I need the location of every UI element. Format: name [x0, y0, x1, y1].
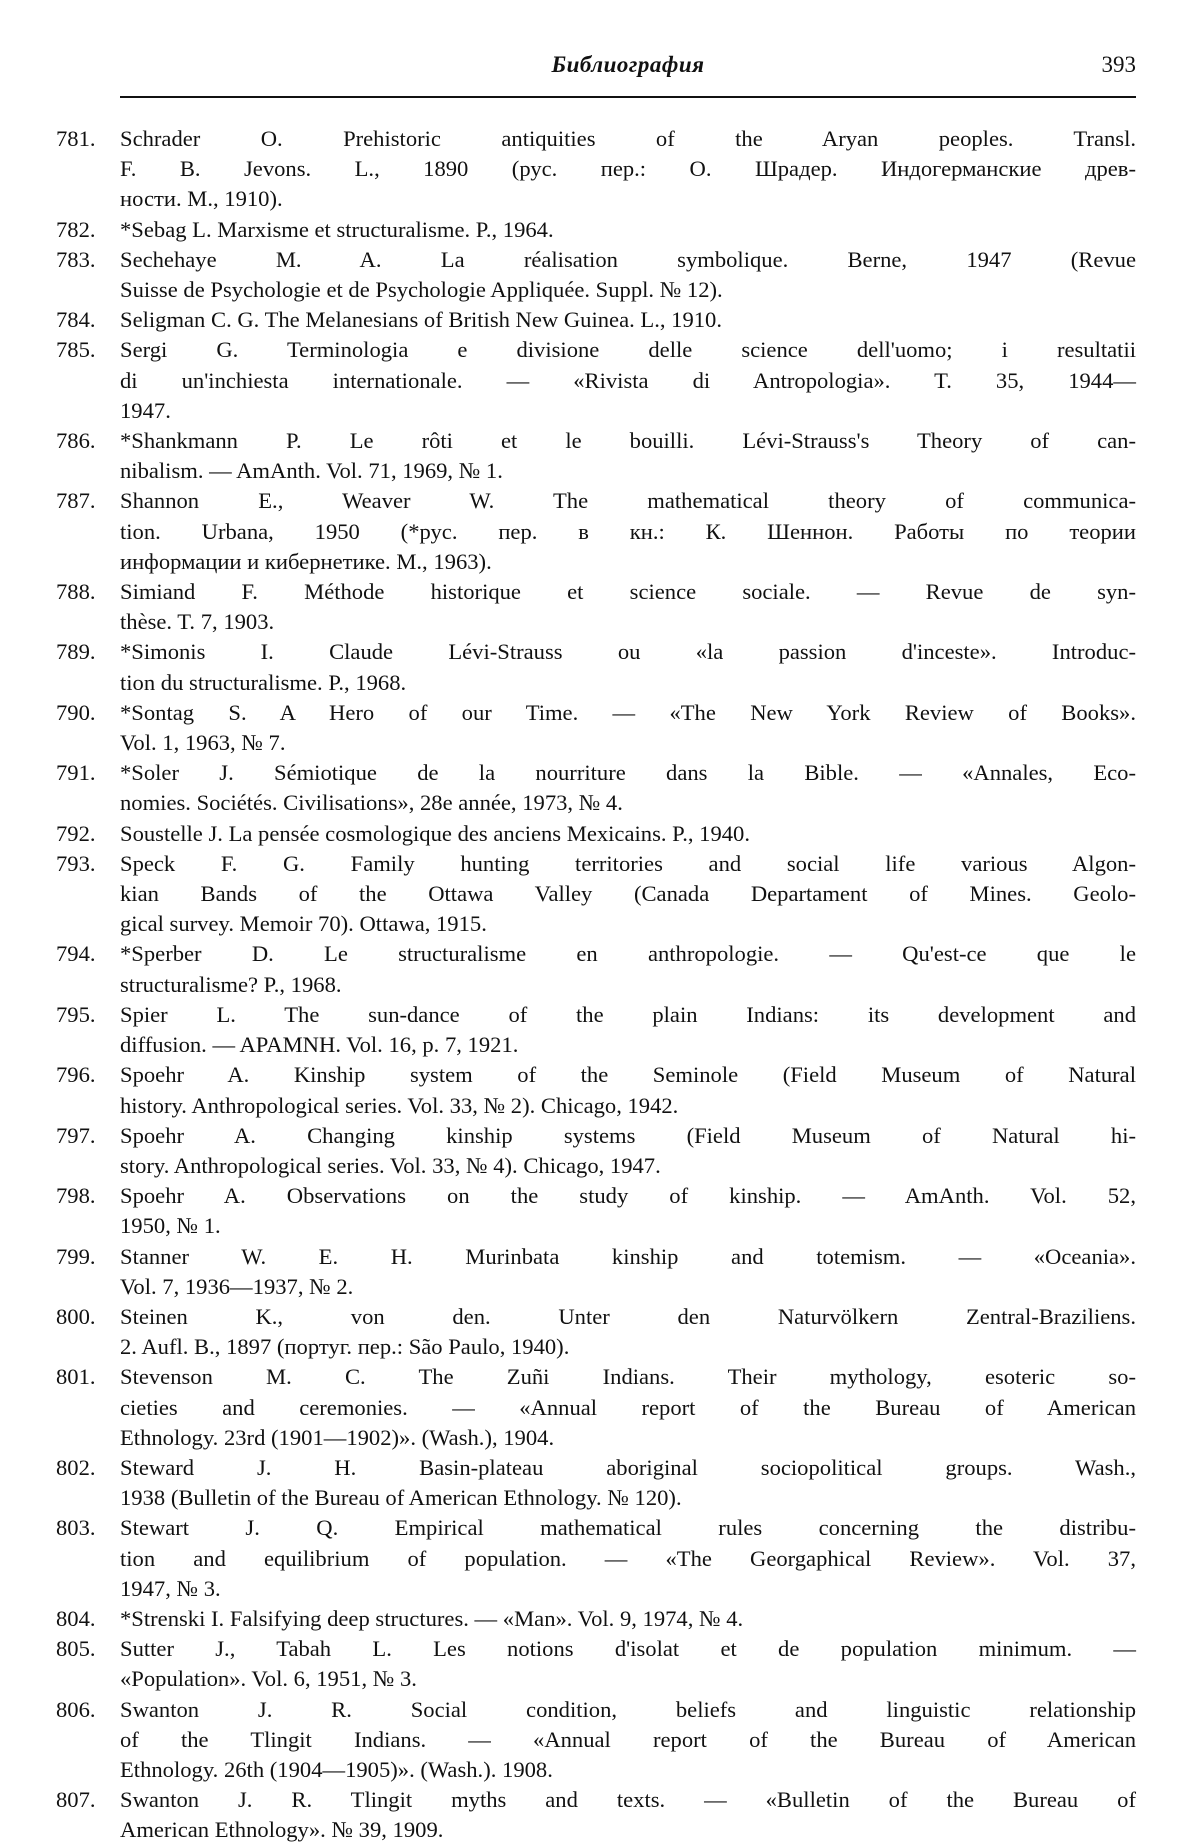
entry-number: 807. — [56, 1787, 96, 1813]
entry-line: nibalism. — AmAnth. Vol. 71, 1969, № 1. — [120, 458, 503, 484]
entry-text — [120, 1121, 1136, 1181]
entry-number: 802. — [56, 1454, 96, 1480]
entry-number: 794. — [56, 941, 96, 967]
entry-line: of the Tlingit Indians. — «Annual report of the Bureau of American — [120, 1726, 1136, 1752]
entry-line: Swanton J. R. Social condition, beliefs and linguistic relationship — [120, 1696, 1136, 1722]
bibliography-entry — [56, 335, 1136, 426]
entry-line: информации и кибернетике. М., 1963). — [120, 548, 492, 574]
entry-line: *Soler J. Sémiotique de la nourriture dans la Bible. — «Annales, Eco- — [120, 760, 1136, 786]
entry-text — [120, 305, 1136, 335]
entry-line: American Ethnology». № 39, 1909. — [120, 1817, 444, 1843]
entry-line: Schrader O. Prehistoric antiquities of the Aryan peoples. Transl. — [120, 126, 1136, 151]
bibliography-entry — [56, 486, 1136, 577]
bibliography-entry — [56, 1362, 1136, 1453]
entry-line: gical survey. Memoir 70). Ottawa, 1915. — [120, 911, 487, 937]
entry-line: Steinen K., von den. Unter den Naturvölkern Zentral-Braziliens. — [120, 1303, 1136, 1329]
bibliography-entry — [56, 1181, 1136, 1241]
bibliography-entry — [56, 698, 1136, 758]
entry-number: 798. — [56, 1183, 96, 1209]
entry-text — [120, 1604, 1136, 1634]
entry-line: Stanner W. E. H. Murinbata kinship and totemism. — «Oceania». — [120, 1243, 1136, 1269]
entry-line: Speck F. G. Family hunting territories and social life various Algon- — [120, 850, 1136, 876]
bibliography-entry — [56, 1453, 1136, 1513]
running-head — [120, 52, 1136, 92]
entry-line: Vol. 1, 1963, № 7. — [120, 730, 286, 756]
entry-line: story. Anthropological series. Vol. 33, № 4). Chicago, 1947. — [120, 1152, 661, 1178]
bibliography-entry — [56, 939, 1136, 999]
entry-line: 2. Aufl. B., 1897 (португ. пер.: São Paulo, 1940). — [120, 1334, 570, 1360]
bibliography-entry — [56, 819, 1136, 849]
bibliography-entry — [56, 1302, 1136, 1362]
entry-line: 1938 (Bulletin of the Bureau of American Ethnology. № 120). — [120, 1485, 682, 1511]
bibliography-entry — [56, 305, 1136, 335]
entry-line: Sergi G. Terminologia e divisione delle science dell'uomo; i resultatii — [120, 337, 1136, 363]
entry-number: 786. — [56, 428, 96, 454]
bibliography-entry — [56, 1695, 1136, 1786]
entry-line: structuralisme? P., 1968. — [120, 971, 342, 997]
entry-line: Soustelle J. La pensée cosmologique des anciens Mexicains. P., 1940. — [120, 820, 750, 846]
entry-line: di un'inchiesta internationale. — «Rivista di Antropologia». T. 35, 1944— — [120, 367, 1136, 393]
entry-text — [120, 426, 1136, 486]
entry-text — [120, 1362, 1136, 1453]
entry-text — [120, 1695, 1136, 1786]
entry-line: Ethnology. 26th (1904—1905)». (Wash.). 1908. — [120, 1756, 553, 1782]
entry-number: 800. — [56, 1303, 96, 1329]
entry-line: Stewart J. Q. Empirical mathematical rules concerning the distribu- — [120, 1515, 1136, 1541]
bibliography-entry — [56, 124, 1136, 215]
entry-number: 781. — [56, 126, 96, 151]
bibliography-list — [56, 124, 1136, 1846]
bibliography-entry — [56, 1000, 1136, 1060]
entry-number: 792. — [56, 820, 96, 846]
entry-number: 789. — [56, 639, 96, 665]
bibliography-entry — [56, 637, 1136, 697]
entry-line: nomies. Sociétés. Civilisations», 28e année, 1973, № 4. — [120, 790, 623, 816]
entry-line: Simiand F. Méthode historique et science sociale. — Revue de syn- — [120, 579, 1136, 605]
entry-number: 793. — [56, 850, 96, 876]
entry-line: diffusion. — APAMNH. Vol. 16, p. 7, 1921. — [120, 1032, 519, 1058]
entry-line: Sutter J., Tabah L. Les notions d'isolat et de population minimum. — — [120, 1636, 1136, 1662]
entry-text — [120, 1000, 1136, 1060]
entry-line: F. B. Jevons. L., 1890 (рус. пер.: О. Шрадер. Индогерманские древ- — [120, 156, 1136, 182]
entry-line: *Simonis I. Claude Lévi-Strauss ou «la passion d'inceste». Introduc- — [120, 639, 1136, 665]
entry-text — [120, 1302, 1136, 1362]
entry-text — [120, 335, 1136, 426]
entry-number: 787. — [56, 488, 96, 514]
entry-line: Spier L. The sun-dance of the plain Indians: its development and — [120, 1001, 1136, 1027]
entry-number: 796. — [56, 1062, 96, 1088]
entry-text — [120, 1785, 1136, 1845]
entry-line: Suisse de Psychologie et de Psychologie Appliquée. Suppl. № 12). — [120, 277, 723, 303]
entry-line: tion du structuralisme. P., 1968. — [120, 669, 407, 695]
entry-line: *Strenski I. Falsifying deep structures. — «Man». Vol. 9, 1974, № 4. — [120, 1605, 744, 1631]
entry-line: ности. М., 1910). — [120, 186, 283, 212]
bibliography-entry — [56, 1060, 1136, 1120]
entry-text — [120, 849, 1136, 940]
entry-line: Vol. 7, 1936—1937, № 2. — [120, 1273, 354, 1299]
entry-line: *Sperber D. Le structuralisme en anthropologie. — Qu'est-ce que le — [120, 941, 1136, 967]
entry-line: tion. Urbana, 1950 (*рус. пер. в кн.: К. Шеннон. Работы по теории — [120, 518, 1136, 544]
bibliography-entry — [56, 426, 1136, 486]
entry-number: 804. — [56, 1605, 96, 1631]
bibliography-entry — [56, 1242, 1136, 1302]
entry-text — [120, 637, 1136, 697]
entry-line: Spoehr A. Observations on the study of kinship. — AmAnth. Vol. 52, — [120, 1183, 1136, 1209]
entry-text — [120, 124, 1136, 215]
entry-text — [120, 1060, 1136, 1120]
entry-number: 801. — [56, 1364, 96, 1390]
entry-text — [120, 819, 1136, 849]
entry-text — [120, 1453, 1136, 1513]
entry-line: Shannon E., Weaver W. The mathematical theory of communica- — [120, 488, 1136, 514]
entry-number: 797. — [56, 1122, 96, 1148]
entry-line: 1947, № 3. — [120, 1575, 221, 1601]
entry-text — [120, 1181, 1136, 1241]
bibliography-entry — [56, 1121, 1136, 1181]
entry-line: thèse. T. 7, 1903. — [120, 609, 275, 635]
entry-line: *Sebag L. Marxisme et structuralisme. P., 1964. — [120, 216, 554, 242]
bibliography-entry — [56, 215, 1136, 245]
bibliography-entry — [56, 1785, 1136, 1845]
entry-text — [120, 1634, 1136, 1694]
entry-line: Stevenson M. C. The Zuñi Indians. Their mythology, esoteric so- — [120, 1364, 1136, 1390]
entry-number: 806. — [56, 1696, 96, 1722]
entry-text — [120, 486, 1136, 577]
entry-line: *Shankmann P. Le rôti et le bouilli. Lévi-Strauss's Theory of can- — [120, 428, 1136, 454]
running-title: Библиография — [551, 52, 705, 77]
entry-number: 805. — [56, 1636, 96, 1662]
entry-text — [120, 215, 1136, 245]
bibliography-entry — [56, 758, 1136, 818]
entry-line: Ethnology. 23rd (1901—1902)». (Wash.), 1904. — [120, 1424, 555, 1450]
entry-text — [120, 939, 1136, 999]
entry-text — [120, 1513, 1136, 1604]
entry-line: «Population». Vol. 6, 1951, № 3. — [120, 1666, 417, 1692]
entry-line: Swanton J. R. Tlingit myths and texts. — «Bulletin of the Bureau of — [120, 1787, 1136, 1813]
entry-line: 1950, № 1. — [120, 1213, 221, 1239]
bibliography-entry — [56, 1604, 1136, 1634]
entry-text — [120, 245, 1136, 305]
entry-line: 1947. — [120, 397, 171, 423]
page-number: 393 — [1101, 52, 1136, 77]
entry-text — [120, 758, 1136, 818]
entry-line: Spoehr A. Changing kinship systems (Field Museum of Natural hi- — [120, 1122, 1136, 1148]
entry-line: *Sontag S. A Hero of our Time. — «The New York Review of Books». — [120, 699, 1136, 725]
entry-number: 799. — [56, 1243, 96, 1269]
entry-line: history. Anthropological series. Vol. 33, № 2). Chicago, 1942. — [120, 1092, 679, 1118]
entry-text — [120, 577, 1136, 637]
bibliography-entry — [56, 577, 1136, 637]
header-rule — [120, 96, 1136, 98]
entry-number: 791. — [56, 760, 96, 786]
entry-number: 803. — [56, 1515, 96, 1541]
entry-line: kian Bands of the Ottawa Valley (Canada Departament of Mines. Geolo- — [120, 881, 1136, 907]
entry-number: 783. — [56, 246, 96, 272]
entry-number: 785. — [56, 337, 96, 363]
bibliography-entry — [56, 1634, 1136, 1694]
entry-line: Seligman C. G. The Melanesians of British New Guinea. L., 1910. — [120, 307, 722, 333]
bibliography-entry — [56, 245, 1136, 305]
entry-text — [120, 1242, 1136, 1302]
entry-number: 782. — [56, 216, 96, 242]
entry-line: tion and equilibrium of population. — «The Georgaphical Review». Vol. 37, — [120, 1545, 1136, 1571]
entry-line: Sechehaye M. A. La réalisation symbolique. Berne, 1947 (Revue — [120, 246, 1136, 272]
bibliography-entry — [56, 1513, 1136, 1604]
entry-line: cieties and ceremonies. — «Annual report of the Bureau of American — [120, 1394, 1136, 1420]
entry-number: 788. — [56, 579, 96, 605]
bibliography-entry — [56, 849, 1136, 940]
entry-text — [120, 698, 1136, 758]
entry-number: 784. — [56, 307, 96, 333]
entry-line: Steward J. H. Basin-plateau aboriginal sociopolitical groups. Wash., — [120, 1454, 1136, 1480]
entry-number: 795. — [56, 1001, 96, 1027]
entry-line: Spoehr A. Kinship system of the Seminole (Field Museum of Natural — [120, 1062, 1136, 1088]
entry-number: 790. — [56, 699, 96, 725]
